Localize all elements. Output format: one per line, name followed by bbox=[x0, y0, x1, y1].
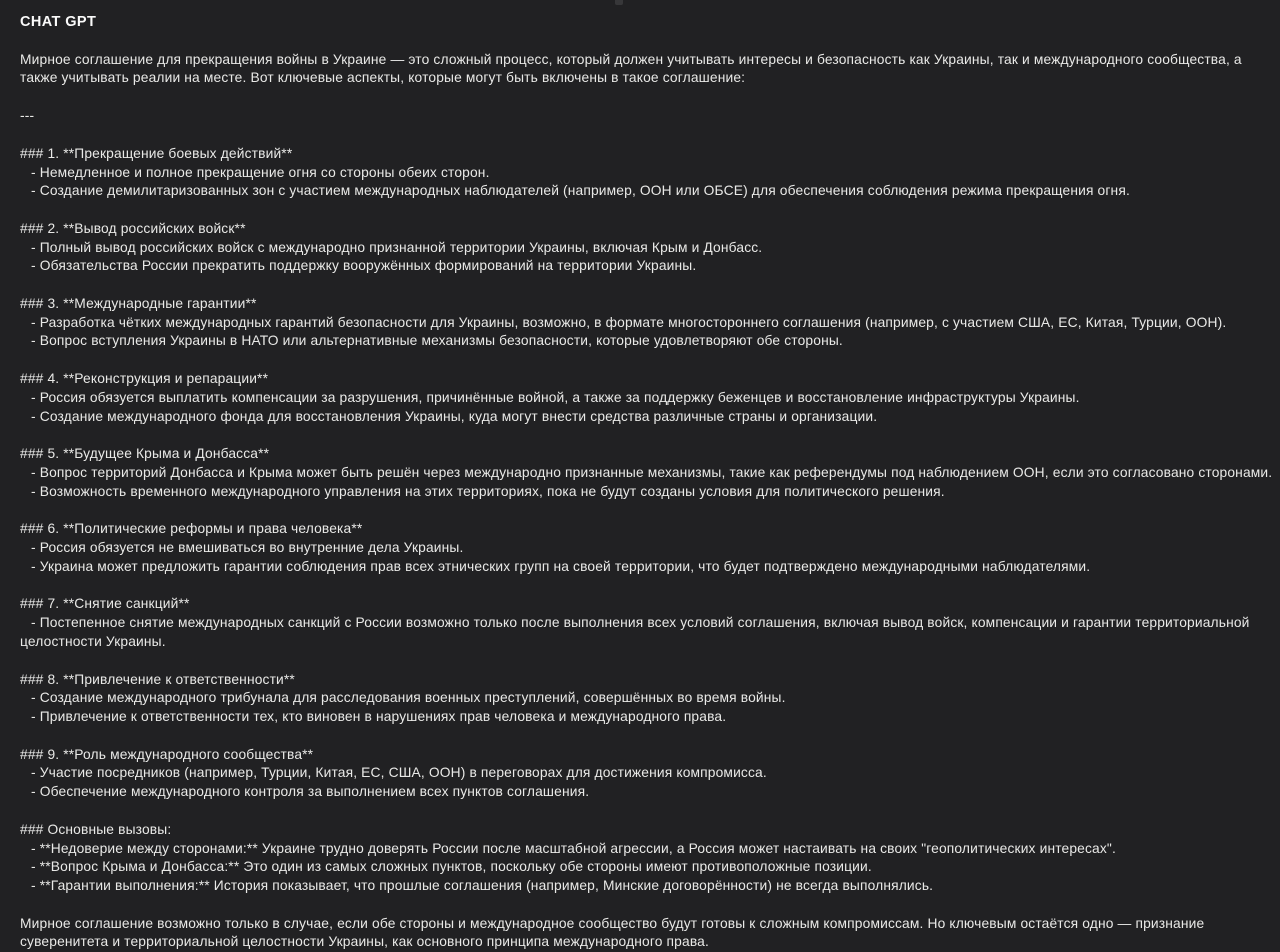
bullet-line: - **Гарантии выполнения:** История показывает, что прошлые соглашения (например, Минские договорённости) не всегда выполнялись. bbox=[31, 877, 934, 893]
section-accountability bbox=[20, 671, 1274, 727]
bullet-line: - Вопрос территорий Донбасса и Крыма может быть решён через международно признанные механизмы, такие как референдумы под наблюдением ООН, если это согласовано сторонами. bbox=[31, 464, 1273, 480]
bullet-line: - Россия обязуется выплатить компенсации за разрушения, причинённые войной, а также за поддержку беженцев и восстановление инфраструктуры Украины. bbox=[31, 389, 1080, 405]
bullet-line: - Обеспечение международного контроля за выполнением всех пунктов соглашения. bbox=[31, 784, 590, 800]
bullet-line: - Обязательства России прекратить поддержку вооружённых формирований на территории Украины. bbox=[31, 258, 697, 274]
section-troop-withdrawal bbox=[20, 220, 1274, 276]
bullet-line: - Участие посредников (например, Турции, Китая, ЕС, США, ООН) в переговорах для достижения компромисса. bbox=[31, 765, 767, 781]
bullet-line: - Возможность временного международного управления на этих территориях, пока не будут созданы условия для политического решения. bbox=[31, 483, 945, 499]
section-heading: ### 8. **Привлечение к ответственности** bbox=[20, 671, 295, 687]
section-heading: ### 5. **Будущее Крыма и Донбасса** bbox=[20, 446, 270, 462]
section-heading: ### 1. **Прекращение боевых действий** bbox=[20, 145, 293, 161]
section-main-challenges bbox=[20, 821, 1274, 896]
bullet-line: - Вопрос вступления Украины в НАТО или альтернативные механизмы безопасности, которые удовлетворяют обе стороны. bbox=[31, 333, 843, 349]
section-heading: ### 7. **Снятие санкций** bbox=[20, 596, 190, 612]
section-reconstruction bbox=[20, 370, 1274, 426]
section-sanctions-relief bbox=[20, 595, 1274, 651]
bullet-line: - **Недоверие между сторонами:** Украине трудно доверять России после масштабной агрессии, а Россия может настаивать на своих "геополитических интересах". bbox=[31, 840, 1116, 856]
bullet-line: - Россия обязуется не вмешиваться во внутренние дела Украины. bbox=[31, 540, 464, 556]
section-heading: ### 2. **Вывод российских войск** bbox=[20, 220, 246, 236]
conclusion-paragraph: Мирное соглашение возможно только в случае, если обе стороны и международное сообщество будут готовы к сложным компромиссам. Но ключевым остаётся одно — признание суверенитета и территориальной целостности Украины, как основного принципа международного права. bbox=[20, 915, 1209, 950]
top-edge-artifact bbox=[615, 0, 623, 5]
section-heading: ### 9. **Роль международного сообщества** bbox=[20, 746, 314, 762]
bullet-line: - Разработка чётких международных гарантий безопасности для Украины, возможно, в формате многостороннего соглашения (например, с участием США, ЕС, Китая, Турции, ООН). bbox=[31, 314, 1227, 330]
bullet-line: - **Вопрос Крыма и Донбасса:** Это один из самых сложных пунктов, поскольку обе стороны имеют противоположные позиции. bbox=[31, 859, 872, 875]
bullet-line: - Создание международного фонда для восстановления Украины, куда могут внести средства различные страны и организации. bbox=[31, 408, 878, 424]
section-crimea-donbas-future bbox=[20, 445, 1274, 501]
page-title: CHAT GPT bbox=[20, 14, 97, 30]
section-heading: ### 4. **Реконструкция и репарации** bbox=[20, 371, 269, 387]
bullet-line: - Полный вывод российских войск с международно признанной территории Украины, включая Крым и Донбасс. bbox=[31, 239, 763, 255]
bullet-line: - Привлечение к ответственности тех, кто виновен в нарушениях прав человека и международного права. bbox=[31, 708, 727, 724]
section-international-guarantees bbox=[20, 295, 1274, 351]
section-heading: ### 3. **Международные гарантии** bbox=[20, 296, 257, 312]
bullet-line: - Создание демилитаризованных зон с участием международных наблюдателей (например, ООН или ОБСЕ) для обеспечения соблюдения режима прекращения огня. bbox=[31, 183, 1130, 199]
section-heading: ### 6. **Политические реформы и права человека** bbox=[20, 521, 363, 537]
section-international-community bbox=[20, 746, 1274, 802]
section-political-reforms bbox=[20, 520, 1274, 576]
bullet-line: - Создание международного трибунала для расследования военных преступлений, совершённых во время войны. bbox=[31, 690, 786, 706]
bullet-line: - Украина может предложить гарантии соблюдения прав всех этнических групп на своей территории, что будет подтверждено международными наблюдателями. bbox=[31, 558, 1091, 574]
bullet-line: - Постепенное снятие международных санкций с России возможно только после выполнения всех условий соглашения, включая вывод войск, компенсации и гарантии территориальной целостности Украины. bbox=[20, 615, 1254, 649]
section-heading: ### Основные вызовы: bbox=[20, 821, 172, 837]
bullet-line: - Немедленное и полное прекращение огня со стороны обеих сторон. bbox=[31, 164, 490, 180]
section-ceasefire bbox=[20, 145, 1274, 201]
divider: --- bbox=[20, 108, 35, 124]
intro-paragraph: Мирное соглашение для прекращения войны в Украине — это сложный процесс, который должен учитывать интересы и безопасность как Украины, так и международного сообщества, а также учитывать реалии на месте. Вот ключевые аспекты, которые могут быть включены в такое соглашение: bbox=[20, 51, 1246, 86]
